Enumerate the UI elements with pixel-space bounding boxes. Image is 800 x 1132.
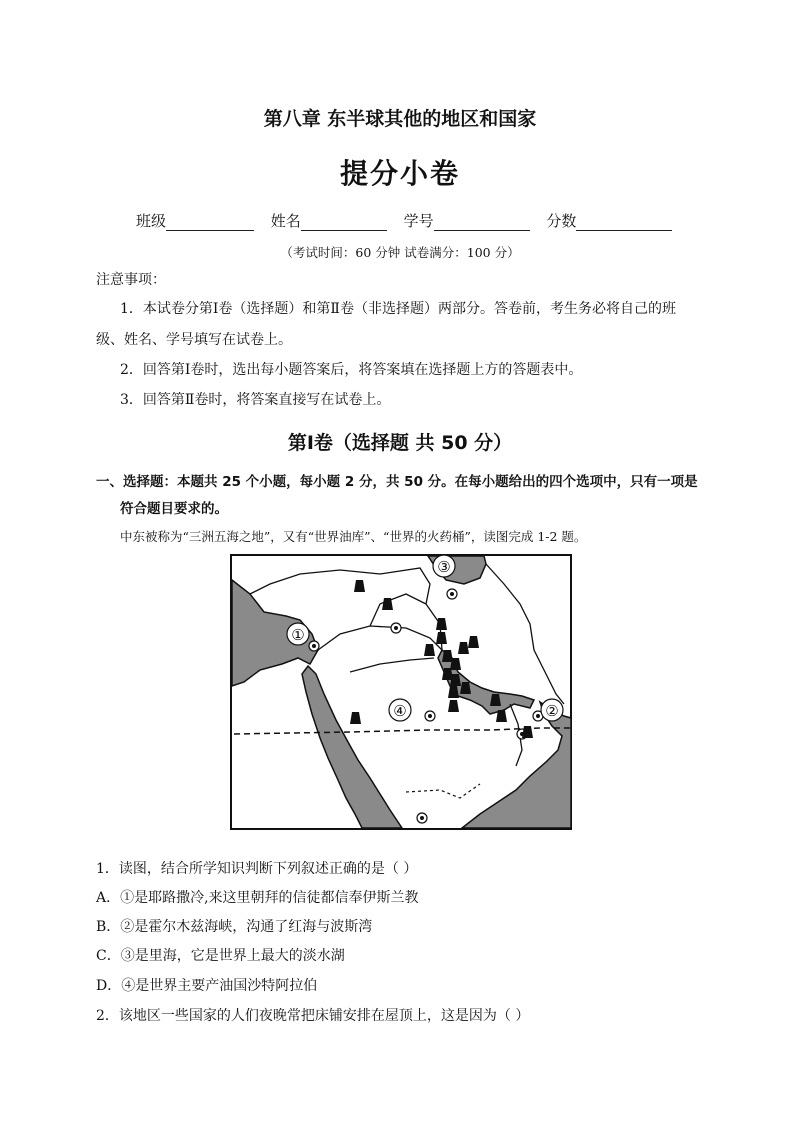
name-label: 姓名 <box>270 212 301 230</box>
score-blank[interactable] <box>576 214 672 231</box>
map-label-4: ④ <box>393 702 407 720</box>
question-1-option-a[interactable]: A．①是耶路撒冷,来这里朝拜的信徒都信奉伊斯兰教 <box>96 890 419 906</box>
question-intro: 中东被称为“三洲五海之地”，又有“世界油库”、“世界的火药桶”，读图完成 1-2 题。 <box>120 529 587 544</box>
student-info-fields <box>136 210 696 231</box>
note-item: 级、姓名、学号填写在试卷上。 <box>96 332 292 348</box>
note-item: 2．回答第Ⅰ卷时，选出每小题答案后，将答案填在选择题上方的答题表中。 <box>120 362 583 378</box>
student-id-label: 学号 <box>403 212 434 230</box>
student-id-blank[interactable] <box>434 214 530 231</box>
section-instruction: 一、选择题：本题共 25 个小题，每小题 2 分，共 50 分。在每小题给出的四个选项中，只有一项是 <box>96 474 698 490</box>
note-item: 3．回答第Ⅱ卷时，将答案直接写在试卷上。 <box>120 392 391 408</box>
class-blank[interactable] <box>166 214 254 231</box>
question-2-stem: 2．该地区一些国家的人们夜晚常把床铺安排在屋顶上，这是因为（ ） <box>96 1008 530 1024</box>
chapter-title: 第八章 东半球其他的地区和国家 <box>263 108 537 130</box>
name-blank[interactable] <box>301 214 387 231</box>
map-label-1: ① <box>291 626 305 644</box>
paper-title: 提分小卷 <box>339 157 460 190</box>
section-instruction-cont: 符合题目要求的。 <box>120 501 228 517</box>
question-1-option-b[interactable]: B．②是霍尔木兹海峡，沟通了红海与波斯湾 <box>96 919 373 935</box>
question-1-stem: 1．读图，结合所学知识判断下列叙述正确的是（ ） <box>96 861 418 877</box>
exam-info: （考试时间：60 分钟 试卷满分：100 分） <box>280 245 520 260</box>
map-label-3: ③ <box>437 558 451 576</box>
map-label-2: ② <box>545 702 559 720</box>
map-svg <box>230 554 572 830</box>
note-item: 1．本试卷分第Ⅰ卷（选择题）和第Ⅱ卷（非选择题）两部分。答卷前，考生务必将自己的班 <box>120 301 676 317</box>
notes-heading: 注意事项： <box>96 272 166 288</box>
question-1-option-c[interactable]: C．③是里海，它是世界上最大的淡水湖 <box>96 948 345 964</box>
middle-east-map <box>230 554 572 830</box>
class-label: 班级 <box>136 212 167 230</box>
score-label: 分数 <box>546 212 577 230</box>
question-1-option-d[interactable]: D．④是世界主要产油国沙特阿拉伯 <box>96 978 318 994</box>
section-title: 第Ⅰ卷（选择题 共 50 分） <box>287 432 513 454</box>
